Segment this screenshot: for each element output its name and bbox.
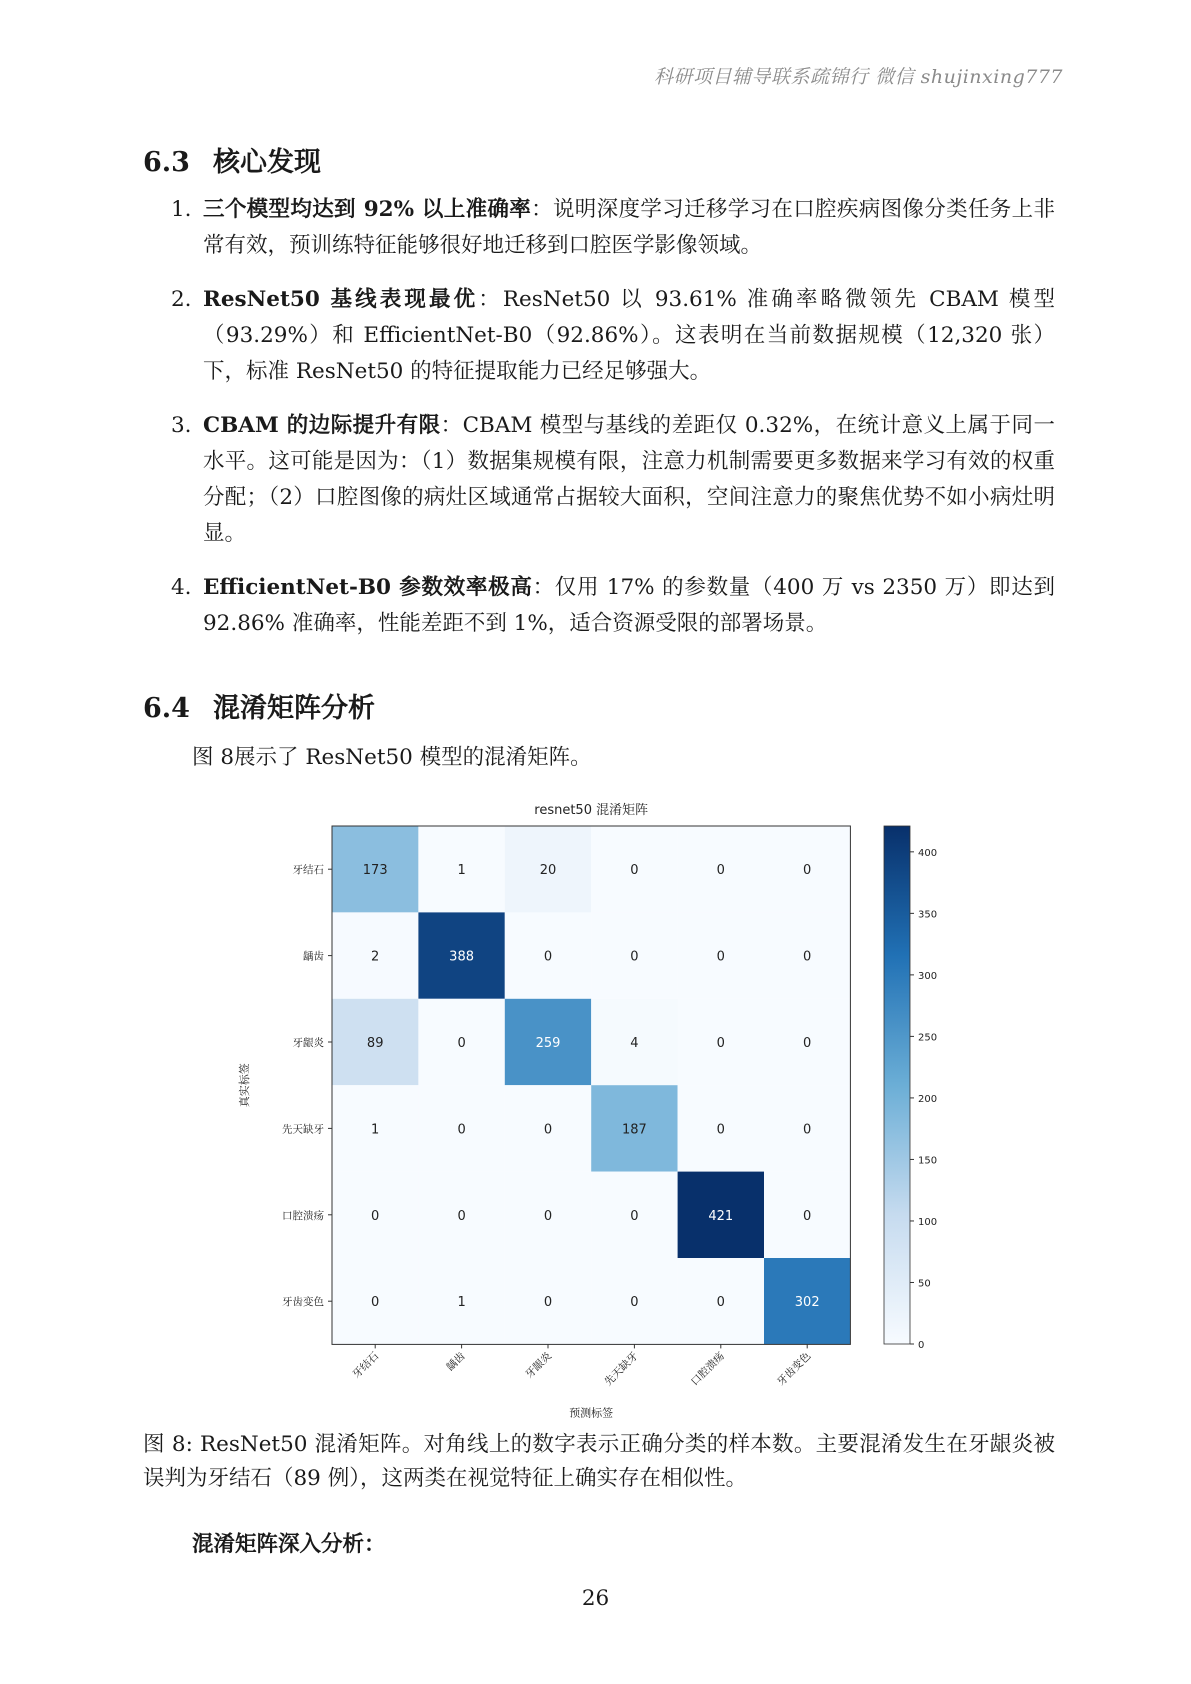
section-heading: 混淆矩阵分析 bbox=[213, 693, 375, 724]
cell-value-label: 0 bbox=[803, 863, 812, 879]
cell-value-label: 421 bbox=[708, 1208, 734, 1224]
cell-value-label: 0 bbox=[716, 863, 725, 879]
cell-value-label: 302 bbox=[794, 1295, 820, 1311]
cell-value-label: 20 bbox=[539, 863, 557, 879]
confusion-matrix-figure bbox=[230, 800, 950, 1420]
finding-text: ：ResNet50 以 93.61% 准确率略微领先 CBAM 模型（93.29%）和 EfficientNet-B0（92.86%）。这表明在当前数据规模（12,320 张）下，标准 ResNet50 的特征提取能力已经足够强大。 bbox=[203, 287, 1055, 384]
chart-title: resnet50 混淆矩阵 bbox=[534, 803, 649, 818]
cell-value-label: 4 bbox=[630, 1036, 639, 1051]
cell-value-label: 0 bbox=[457, 1036, 466, 1051]
colorbar-tick-label: 50 bbox=[918, 1278, 931, 1290]
x-axis-label: 预测标签 bbox=[569, 1406, 614, 1420]
finding-item bbox=[143, 408, 1055, 552]
x-tick-label: 牙齿变色 bbox=[775, 1350, 814, 1389]
finding-bold: ResNet50 基线表现最优 bbox=[203, 287, 479, 312]
y-tick-label: 龋齿 bbox=[303, 950, 324, 963]
cell-value-label: 0 bbox=[716, 949, 725, 965]
finding-item bbox=[143, 570, 1055, 642]
cell-value-label: 1 bbox=[371, 1122, 380, 1138]
cell-value-label: 0 bbox=[803, 1036, 812, 1051]
finding-bold: EfficientNet-B0 参数效率极高 bbox=[203, 575, 533, 600]
cell-value-label: 89 bbox=[366, 1036, 384, 1051]
section-heading: 核心发现 bbox=[213, 147, 321, 178]
confusion-matrix-chart bbox=[230, 800, 950, 1420]
deep-analysis-heading: 混淆矩阵深入分析： bbox=[192, 1532, 386, 1557]
finding-text: ：CBAM 模型与基线的差距仅 0.32%，在统计意义上属于同一水平。这可能是因为：（1）数据集规模有限，注意力机制需要更多数据来学习有效的权重分配；（2）口腔图像的病灶区域通常占据较大面积，空间注意力的聚焦优势不如小病灶明显。 bbox=[203, 413, 1055, 546]
finding-bold: 三个模型均达到 92% 以上准确率 bbox=[203, 197, 532, 222]
cell-value-label: 0 bbox=[630, 1208, 639, 1224]
cell-value-label: 0 bbox=[803, 949, 812, 965]
cell-value-label: 0 bbox=[457, 1122, 466, 1138]
colorbar-tick-label: 0 bbox=[918, 1340, 925, 1351]
x-tick-label: 龋齿 bbox=[444, 1350, 468, 1374]
cell-value-label: 187 bbox=[621, 1122, 647, 1138]
y-tick-label: 牙齿变色 bbox=[282, 1296, 324, 1309]
page-number: 26 bbox=[581, 1586, 610, 1611]
cell-value-label: 0 bbox=[543, 1122, 553, 1138]
findings-list bbox=[143, 192, 1055, 660]
y-tick-label: 口腔溃疡 bbox=[282, 1209, 324, 1222]
section-title-6-4 bbox=[143, 686, 375, 725]
cell-value-label: 0 bbox=[803, 1208, 812, 1224]
cell-value-label: 0 bbox=[630, 949, 639, 965]
y-tick-label: 牙结石 bbox=[292, 864, 324, 877]
finding-index: 3. bbox=[171, 413, 192, 438]
cell-value-label: 173 bbox=[362, 863, 388, 879]
figure-caption: 图 8: ResNet50 混淆矩阵。对角线上的数字表示正确分类的样本数。主要混淆发生在牙龈炎被误判为牙结石（89 例），这两类在视觉特征上确实存在相似性。 bbox=[143, 1432, 1055, 1491]
x-tick-label: 牙龈炎 bbox=[523, 1350, 555, 1381]
cell-value-label: 0 bbox=[630, 863, 639, 879]
cell-value-label: 388 bbox=[449, 949, 475, 965]
colorbar-tick-label: 150 bbox=[918, 1155, 938, 1167]
cell-value-label: 2 bbox=[371, 949, 380, 965]
finding-text: ：说明深度学习迁移学习在口腔疾病图像分类任务上非常有效，预训练特征能够很好地迁移到口腔医学影像领域。 bbox=[203, 197, 1055, 258]
cell-value-label: 0 bbox=[543, 1208, 553, 1224]
colorbar-tick-label: 350 bbox=[918, 909, 938, 921]
colorbar-tick-label: 300 bbox=[918, 970, 938, 982]
section-number: 6.4 bbox=[143, 693, 190, 724]
cell-value-label: 0 bbox=[716, 1036, 725, 1051]
section-title-6-3 bbox=[143, 140, 321, 179]
section-number: 6.3 bbox=[143, 147, 190, 178]
finding-index: 2. bbox=[171, 287, 192, 312]
cell-value-label: 1 bbox=[457, 863, 466, 879]
x-tick-label: 口腔溃疡 bbox=[688, 1350, 727, 1389]
colorbar-tick-label: 200 bbox=[918, 1093, 938, 1105]
finding-index: 1. bbox=[171, 197, 192, 222]
colorbar-tick-label: 100 bbox=[918, 1216, 938, 1228]
cell-value-label: 0 bbox=[457, 1208, 466, 1224]
x-tick-label: 先天缺牙 bbox=[602, 1350, 641, 1389]
y-tick-label: 牙龈炎 bbox=[292, 1037, 324, 1049]
colorbar-tick-label: 250 bbox=[918, 1032, 938, 1044]
y-axis-label: 真实标签 bbox=[238, 1063, 251, 1108]
header-note: 科研项目辅导联系疏锦行 微信 shujinxing777 bbox=[654, 66, 1063, 88]
finding-bold: CBAM 的边际提升有限 bbox=[203, 413, 441, 438]
cell-value-label: 0 bbox=[371, 1208, 380, 1224]
finding-index: 4. bbox=[171, 575, 192, 600]
cell-value-label: 0 bbox=[371, 1295, 380, 1311]
colorbar bbox=[884, 826, 910, 1344]
y-tick-label: 先天缺牙 bbox=[282, 1123, 324, 1136]
cell-value-label: 0 bbox=[716, 1295, 725, 1311]
cell-value-label: 259 bbox=[535, 1036, 561, 1051]
finding-item bbox=[143, 192, 1055, 264]
cell-value-label: 0 bbox=[543, 1295, 553, 1311]
cell-value-label: 0 bbox=[716, 1122, 725, 1138]
cell-value-label: 0 bbox=[630, 1295, 639, 1311]
cell-value-label: 1 bbox=[457, 1295, 466, 1311]
finding-text: ：仅用 17% 的参数量（400 万 vs 2350 万）即达到 92.86% 准确率，性能差距不到 1%，适合资源受限的部署场景。 bbox=[203, 575, 1055, 636]
finding-item bbox=[143, 282, 1055, 390]
x-tick-label: 牙结石 bbox=[350, 1350, 382, 1381]
cell-value-label: 0 bbox=[543, 949, 553, 965]
figure-intro: 图 8展示了 ResNet50 模型的混淆矩阵。 bbox=[192, 745, 592, 770]
colorbar-tick-label: 400 bbox=[918, 847, 938, 859]
cell-value-label: 0 bbox=[803, 1122, 812, 1138]
